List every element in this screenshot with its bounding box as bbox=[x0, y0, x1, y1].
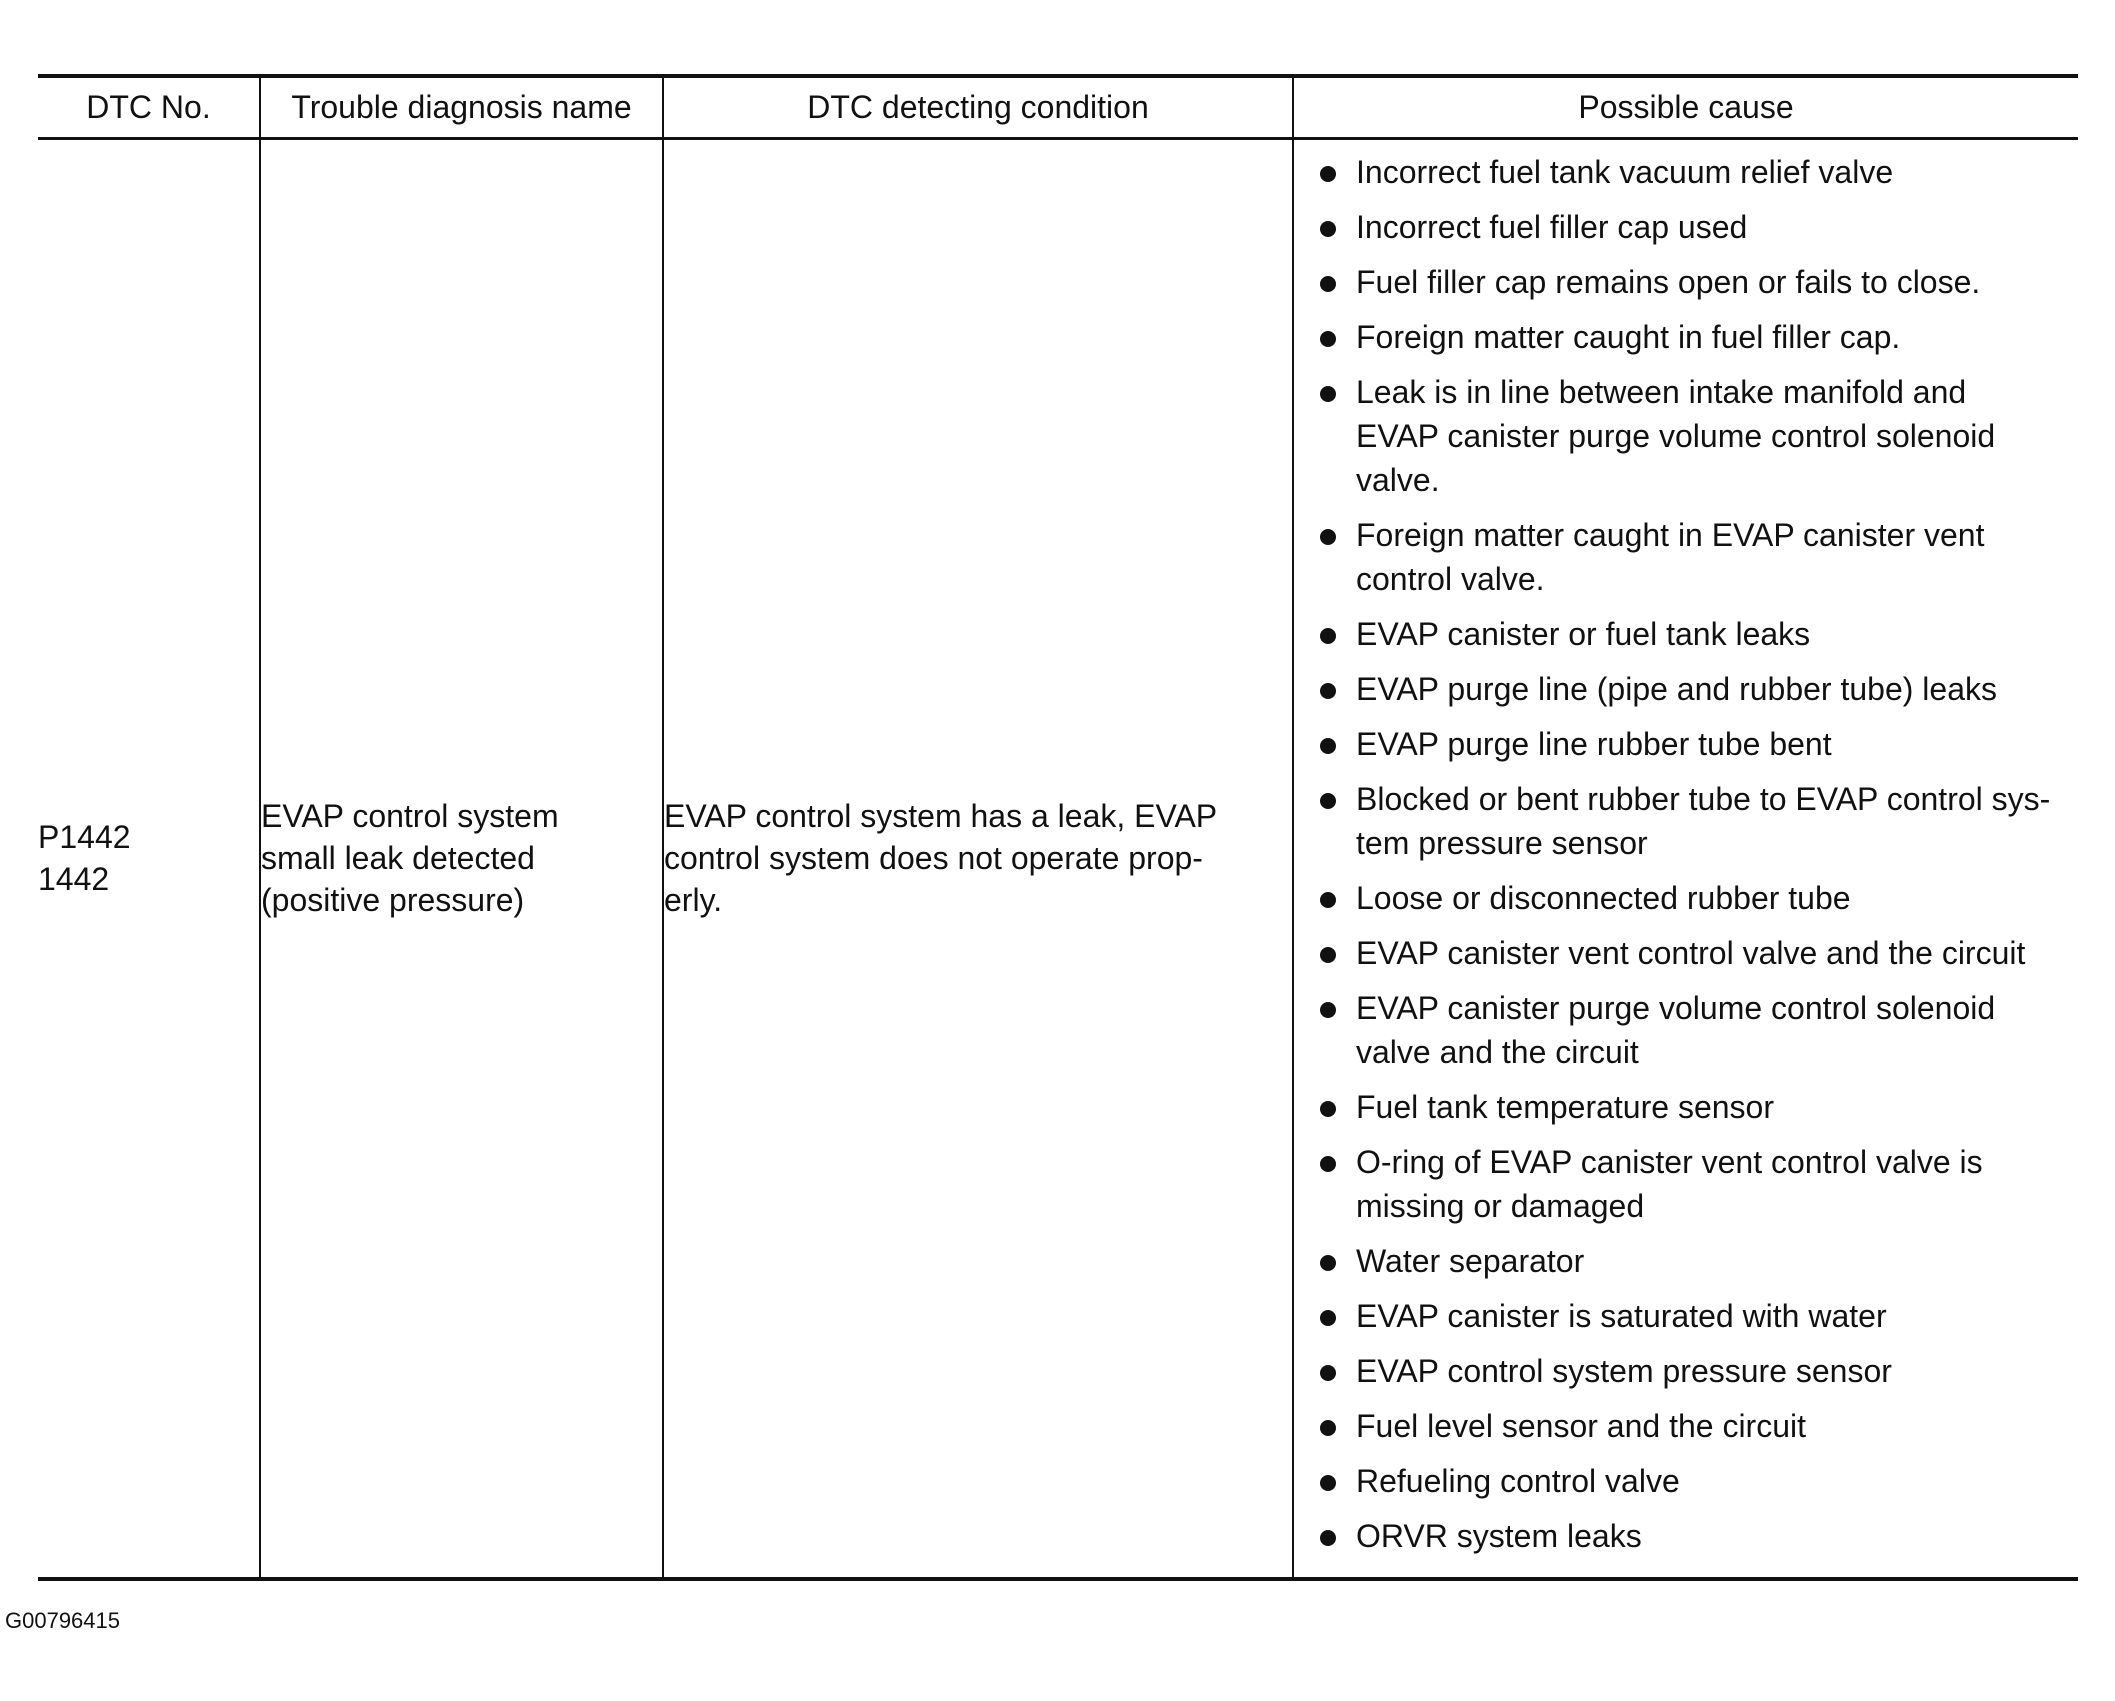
cause-text: control valve. bbox=[1356, 560, 1545, 597]
list-item bbox=[1320, 1140, 2070, 1228]
bullet-icon bbox=[1320, 892, 1336, 908]
list-item bbox=[1320, 722, 2070, 766]
header-dtc-no: DTC No. bbox=[38, 76, 260, 138]
list-item bbox=[1320, 1085, 2070, 1129]
cause-text: ORVR system leaks bbox=[1356, 1517, 1642, 1554]
cause-text: EVAP canister or fuel tank leaks bbox=[1356, 615, 1811, 652]
cause-text: tem pressure sensor bbox=[1356, 824, 1648, 861]
cause-text: Water separator bbox=[1356, 1242, 1585, 1279]
diagnosis-name-line: (positive pressure) bbox=[261, 882, 525, 918]
detecting-condition-line: control system does not operate prop- bbox=[664, 840, 1203, 876]
bullet-icon bbox=[1320, 1530, 1336, 1546]
diagnosis-name-line: small leak detected bbox=[261, 840, 535, 876]
list-item bbox=[1320, 1349, 2070, 1393]
list-item bbox=[1320, 986, 2070, 1074]
figure-id: G00796415 bbox=[5, 1608, 120, 1633]
bullet-icon bbox=[1320, 221, 1336, 237]
header-dtc-detecting-condition: DTC detecting condition bbox=[663, 76, 1293, 138]
detecting-condition-line: EVAP control system has a leak, EVAP bbox=[664, 798, 1218, 834]
bullet-icon bbox=[1320, 1475, 1336, 1491]
bullet-icon bbox=[1320, 683, 1336, 699]
bullet-icon bbox=[1320, 793, 1336, 809]
dtc-number-cell bbox=[38, 138, 260, 1579]
bullet-icon bbox=[1320, 386, 1336, 402]
list-item bbox=[1320, 1239, 2070, 1283]
cause-text: valve. bbox=[1356, 461, 1440, 498]
list-item bbox=[1320, 1294, 2070, 1338]
list-item bbox=[1320, 777, 2070, 865]
header-trouble-diagnosis-name: Trouble diagnosis name bbox=[260, 76, 663, 138]
bullet-icon bbox=[1320, 1156, 1336, 1172]
bullet-icon bbox=[1320, 628, 1336, 644]
list-item bbox=[1320, 931, 2070, 975]
cause-text: EVAP purge line rubber tube bent bbox=[1356, 725, 1832, 762]
cause-text: EVAP canister vent control valve and the circuit bbox=[1356, 934, 2026, 971]
cause-text: EVAP control system pressure sensor bbox=[1356, 1352, 1892, 1389]
dtc-table bbox=[38, 74, 2078, 1581]
list-item bbox=[1320, 612, 2070, 656]
cause-text: Foreign matter caught in EVAP canister vent bbox=[1356, 516, 1985, 553]
list-item bbox=[1320, 150, 2070, 194]
list-item bbox=[1320, 1514, 2070, 1558]
list-item bbox=[1320, 370, 2070, 502]
list-item bbox=[1320, 205, 2070, 249]
cause-text: EVAP purge line (pipe and rubber tube) leaks bbox=[1356, 670, 1997, 707]
list-item bbox=[1320, 315, 2070, 359]
bullet-icon bbox=[1320, 1255, 1336, 1271]
cause-text: Leak is in line between intake manifold and bbox=[1356, 373, 1967, 410]
header-row bbox=[38, 76, 2078, 138]
possible-cause-cell bbox=[1293, 138, 2078, 1579]
bullet-icon bbox=[1320, 331, 1336, 347]
dtc-code: P1442 bbox=[38, 819, 131, 855]
cause-text: Refueling control valve bbox=[1356, 1462, 1680, 1499]
table-row bbox=[38, 138, 2078, 1579]
bullet-icon bbox=[1320, 529, 1336, 545]
bullet-icon bbox=[1320, 1420, 1336, 1436]
cause-text: valve and the circuit bbox=[1356, 1033, 1639, 1070]
cause-text: Incorrect fuel tank vacuum relief valve bbox=[1356, 153, 1894, 190]
header-possible-cause: Possible cause bbox=[1293, 76, 2078, 138]
cause-text: Loose or disconnected rubber tube bbox=[1356, 879, 1851, 916]
bullet-icon bbox=[1320, 166, 1336, 182]
cause-text: Fuel level sensor and the circuit bbox=[1356, 1407, 1806, 1444]
bullet-icon bbox=[1320, 738, 1336, 754]
list-item bbox=[1320, 260, 2070, 304]
detecting-condition-line: erly. bbox=[664, 882, 723, 918]
cause-text: Incorrect fuel filler cap used bbox=[1356, 208, 1748, 245]
cause-text: missing or damaged bbox=[1356, 1187, 1645, 1224]
possible-cause-list bbox=[1320, 150, 2070, 1558]
cause-text: Foreign matter caught in fuel filler cap. bbox=[1356, 318, 1901, 355]
cause-text: O-ring of EVAP canister vent control valve is bbox=[1356, 1143, 1983, 1180]
cause-text: EVAP canister is saturated with water bbox=[1356, 1297, 1887, 1334]
dtc-code-alt: 1442 bbox=[38, 861, 110, 897]
cause-text: EVAP canister purge volume control solenoid bbox=[1356, 417, 1996, 454]
bullet-icon bbox=[1320, 947, 1336, 963]
bullet-icon bbox=[1320, 276, 1336, 292]
bullet-icon bbox=[1320, 1310, 1336, 1326]
detecting-condition-cell bbox=[663, 138, 1293, 1579]
diagnosis-name-line: EVAP control system bbox=[261, 798, 559, 834]
list-item bbox=[1320, 1404, 2070, 1448]
bullet-icon bbox=[1320, 1101, 1336, 1117]
list-item bbox=[1320, 876, 2070, 920]
list-item bbox=[1320, 667, 2070, 711]
cause-text: Blocked or bent rubber tube to EVAP control sys- bbox=[1356, 780, 2051, 817]
list-item bbox=[1320, 1459, 2070, 1503]
cause-text: Fuel tank temperature sensor bbox=[1356, 1088, 1774, 1125]
bullet-icon bbox=[1320, 1365, 1336, 1381]
bullet-icon bbox=[1320, 1002, 1336, 1018]
diagnosis-name-cell bbox=[260, 138, 663, 1579]
cause-text: EVAP canister purge volume control solenoid bbox=[1356, 989, 1996, 1026]
list-item bbox=[1320, 513, 2070, 601]
cause-text: Fuel filler cap remains open or fails to close. bbox=[1356, 263, 1981, 300]
